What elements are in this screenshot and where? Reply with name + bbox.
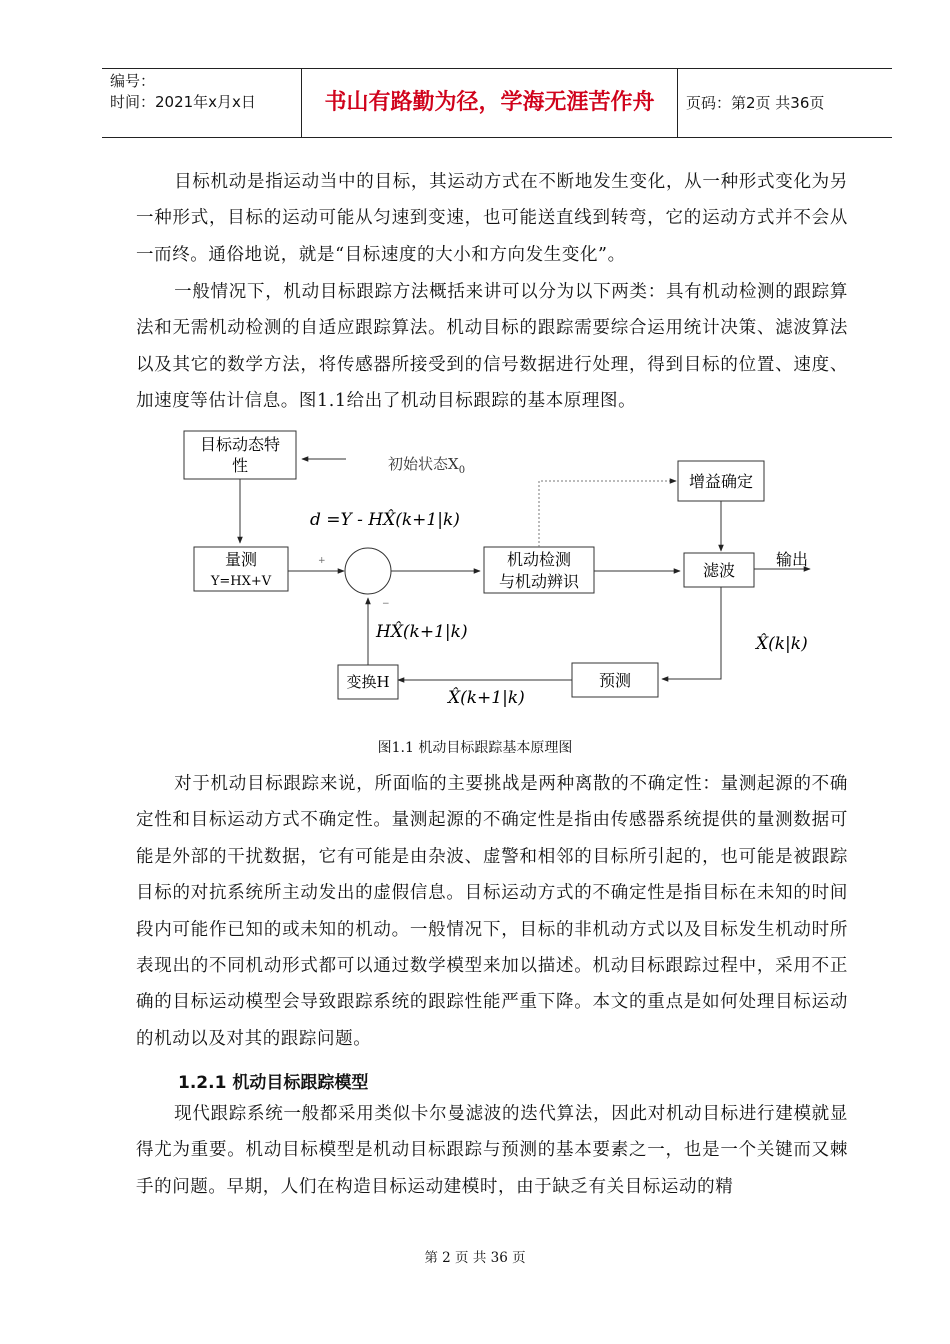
paragraph-4: 现代跟踪系统一般都采用类似卡尔曼滤波的迭代算法，因此对机动目标进行建模就显得尤为重要。机动目标模型是机动目标跟踪与预测的基本要素之一，也是一个关键而又棘手的问题。早期，人们在构造目标运动建模时，由于缺乏有关目标运动的精 <box>136 1104 848 1197</box>
estimate-equation: X̂(k|k) <box>756 634 808 654</box>
time-label: 时间：2021年x月x日 <box>110 93 256 111</box>
section-heading: 1.2.1 机动目标跟踪模型 <box>178 1073 369 1093</box>
paragraph-3: 对于机动目标跟踪来说，所面临的主要挑战是两种离散的不确定性：量测起源的不确定性和目标运动方式不确定性。量测起源的不确定性是指由传感器系统提供的量测数据可能是外部的干扰数据，它有可能是由杂波、虚警和相邻的目标所引起的，也可能是被跟踪目标的对抗系统所主动发出的虚假信息。目标运动方式的不确定性是指目标在未知的时间段内可能作已知的或未知的机动。一般情况下，目标的非机动方式以及目标发生机动时所表现出的不同机动形式都可以通过数学模型来加以描述。机动目标跟踪过程中，采用不正确的目标运动模型会导致跟踪系统的跟踪性能严重下降。本文的重点是如何处理目标运动的机动以及对其的跟踪问题。 <box>136 774 848 1049</box>
page-footer: 第 2 页 共 36 页 <box>424 1250 526 1266</box>
box-gain-label: 增益确定 <box>688 472 754 491</box>
box-maneuver-detection-label-1: 机动检测 <box>506 550 572 569</box>
summing-junction <box>345 548 391 594</box>
box-maneuver-detection-label-2: 与机动辨识 <box>498 572 580 591</box>
tracking-block-diagram <box>170 425 850 715</box>
prediction-equation: X̂(k+1|k) <box>448 688 525 708</box>
initial-state-label: 初始状态$X_0$ <box>388 455 466 476</box>
box-transform-label: 变换H <box>346 673 390 691</box>
page-header <box>102 68 892 138</box>
box-target-dynamics-label-2: 性 <box>231 456 249 475</box>
output-label: 输出 <box>776 550 809 569</box>
minus-sign: − <box>382 599 390 609</box>
box-measurement-eq: Y=HX+V <box>210 574 272 589</box>
paragraph-1: 目标机动是指运动当中的目标，其运动方式在不断地发生变化，从一种形式变化为另一种形式，目标的运动可能从匀速到变速，也可能送直线到转弯，它的运动方式并不会从一而终。通俗地说，就是“目标速度的大小和方向发生变化”。 <box>136 172 848 265</box>
box-measurement-label: 量测 <box>224 550 258 569</box>
measurement-prediction-equation: HX̂(k+1|k) <box>376 622 468 642</box>
header-motto: 书山有路勤为径，学海无涯苦作舟 <box>302 69 678 137</box>
box-prediction-label: 预测 <box>598 671 632 690</box>
figure-caption: 图1.1 机动目标跟踪基本原理图 <box>377 740 573 756</box>
plus-sign: + <box>318 556 326 566</box>
box-filter-label: 滤波 <box>702 561 736 580</box>
header-meta <box>102 69 302 137</box>
box-target-dynamics-label: 目标动态特 <box>199 435 281 454</box>
paragraph-2: 一般情况下，机动目标跟踪方法概括来讲可以分为以下两类：具有机动检测的跟踪算法和无需机动检测的自适应跟踪算法。机动目标的跟踪需要综合运用统计决策、滤波算法以及其它的数学方法，将传感器所接受到的信号数据进行处理，得到目标的位置、速度、加速度等估计信息。图1.1给出了机动目标跟踪的基本原理图。 <box>136 282 848 412</box>
header-page-info: 页码：第2页 共36页 <box>686 94 825 112</box>
innovation-equation: d =Y - HX̂(k+1|k) <box>310 510 460 530</box>
number-label: 编号： <box>110 72 156 90</box>
